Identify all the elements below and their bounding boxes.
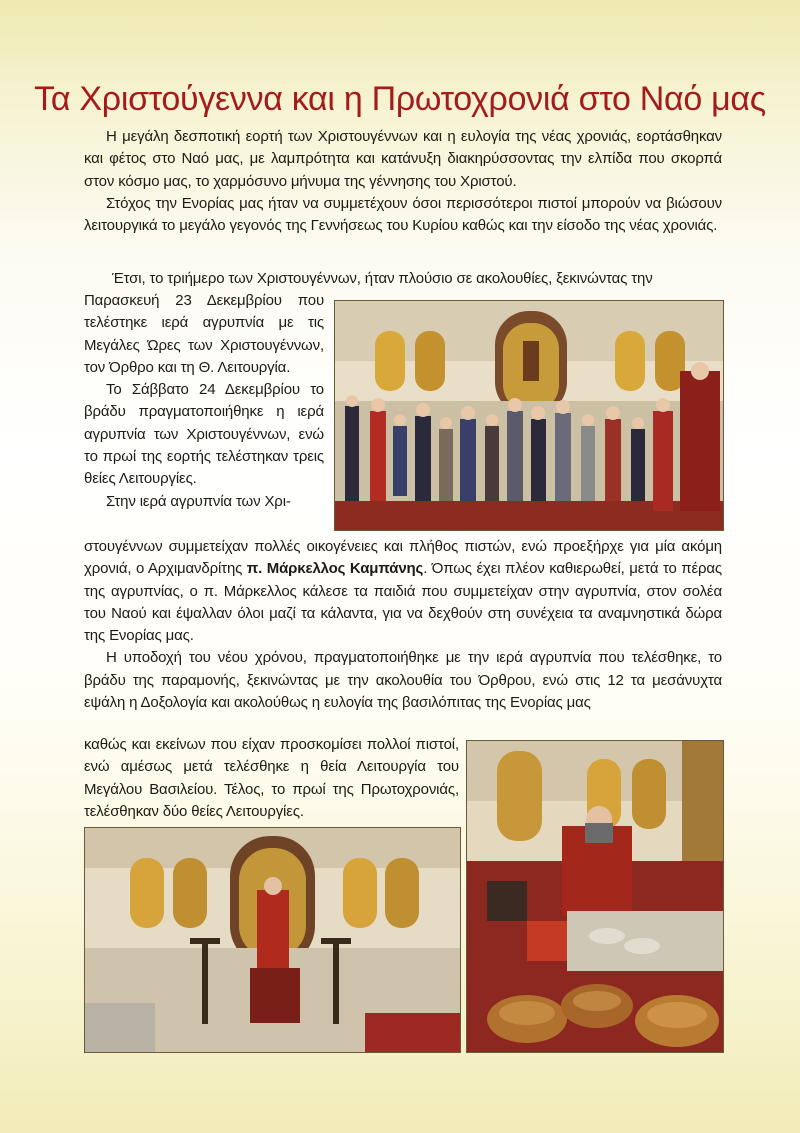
paragraph-5-start: Στην ιερά αγρυπνία των Χρι-	[106, 492, 291, 510]
paragraph-5-part-a: στουγέννων συμμετείχαν πολλές οικογένειες και πλήθος πιστών, ενώ προεξήρχε για μία ακόμη χρονιά, ο Αρχιμανδρίτης	[84, 538, 722, 578]
children-carols-photo	[334, 300, 724, 531]
paragraph-6: Η υποδοχή του νέου χρόνου, πραγματοποιήθηκε με την ιερά αγρυπνία που τελέσθηκε, το βράδυ της παραμονής, ξεκινώντας με την ακολουθία του Όρθρου, ενώ στις 12 τα μεσάνυχτα εψάλη η Δοξολογία και ακολούθως η ευλογία της βασιλόπιτας της Ενορίας μας	[84, 649, 722, 712]
paragraph-3-first-line: Έτσι, το τριήμερο των Χριστουγέννων, ήταν πλούσιο σε ακολουθίες, ξεκινώντας την	[112, 270, 653, 287]
page-title: Τα Χριστούγεννα και η Πρωτοχρονιά στο Ναό μας	[34, 80, 766, 118]
paragraph-5	[84, 536, 722, 647]
left-column-text	[84, 290, 324, 513]
vasilopita-blessing-photo	[466, 740, 724, 1053]
paragraph-6-rest: καθώς και εκείνων που είχαν προσκομίσει πολλοί πιστοί, ενώ αμέσως μετά τελέσθηκε η θεία Λειτουργία του Μεγάλου Βασιλείου. Τέλος, το πρωί της Πρωτοχρονιάς, τελέσθηκαν δύο θείες Λειτουργίες.	[84, 736, 459, 820]
intro-paragraphs	[84, 126, 722, 237]
priest-altar-photo	[84, 827, 461, 1053]
paragraph-3-rest: Παρασκευή 23 Δεκεμβρίου που τελέστηκε ιερά αγρυπνία με τις Μεγάλες Ώρες των Χριστουγέννων, τον Όρθρο και τη Θ. Λειτουργία.	[84, 292, 324, 376]
paragraph-1: Η μεγάλη δεσποτική εορτή των Χριστουγέννων και η ευλογία της νέας χρονιάς, εορτάσθηκαν και φέτος στο Ναό μας, με λαμπρότητα και κατάνυξη διακηρύσσοντας την ελπίδα που σκορπά στον κόσμο μας, το χαρμόσυνο μήνυμα της γέννησης του Χριστού.	[84, 128, 722, 190]
priest-name: π. Μάρκελλος Καμπάνης	[246, 560, 424, 578]
middle-wide-text	[84, 536, 722, 714]
paragraph-4: Το Σάββατο 24 Δεκεμβρίου το βράδυ πραγματοποιήθηκε η ιερά αγρυπνία των Χριστουγέννων, ενώ το πρωί της εορτής τελέστηκαν τρεις θείες Λειτουργίες.	[84, 381, 324, 488]
paragraph-2: Στόχος την Ενορίας μας ήταν να συμμετέχουν όσοι περισσότεροι πιστοί μπορούν να βιώσουν λειτουργικά το μεγάλο γεγονός της Γεννήσεως του Κυρίου καθώς και την είσοδο της νέας χρονιάς.	[84, 194, 722, 235]
paragraph-5-part-b: . Όπως έχει πλέον καθιερωθεί, μετά το πέρας της αγρυπνίας, ο π. Μάρκελλος κάλεσε τα παιδιά που συμμετείχαν στην αγρυπνία, στον σολέα του Ναού και έψαλλαν όλοι μαζί τα κάλαντα, για να δεχθούν στη συνέχεια τα αναμνηστικά δώρα της Ενορίας μας.	[84, 560, 723, 645]
lower-left-text	[84, 734, 459, 823]
